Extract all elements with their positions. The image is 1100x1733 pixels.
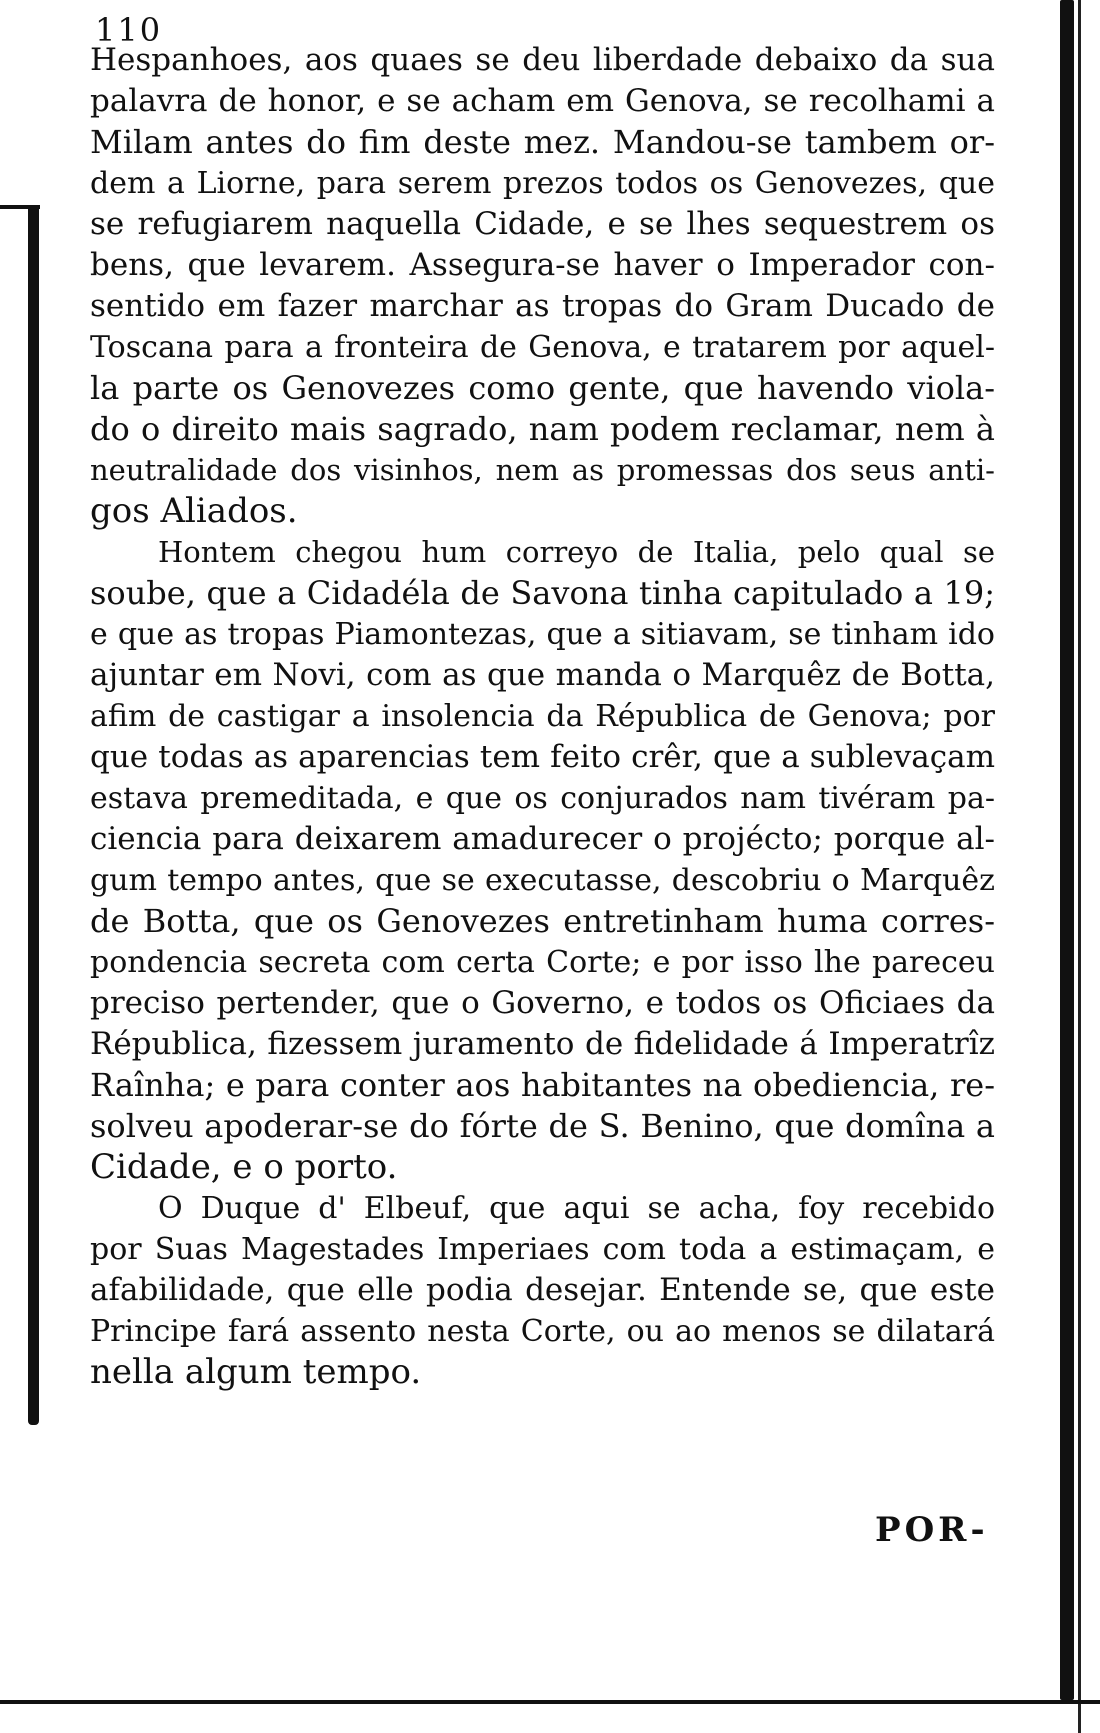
text-line: palavra de honor, e se acham em Genova, se recolhami a — [90, 83, 995, 119]
text-line: soube, que a Cidadéla de Savona tinha capitulado a 19; — [90, 574, 995, 612]
binding-margin-mark — [28, 205, 39, 1425]
text-line: preciso pertender, que o Governo, e todos os Oficiaes da — [90, 985, 995, 1021]
text-line: ciencia para deixarem amadurecer o projécto; porque al- — [90, 821, 995, 857]
text-line: O Duque d' Elbeuf, que aqui se acha, foy recebido — [158, 1191, 995, 1226]
text-line: de Botta, que os Genovezes entretinham huma corres- — [90, 902, 995, 940]
text-line: estava premeditada, e que os conjurados nam tivéram pa- — [90, 781, 995, 816]
text-line: gum tempo antes, que se executasse, descobriu o Marquêz — [90, 863, 995, 898]
text-line: afabilidade, que elle podia desejar. Entende se, que este — [90, 1272, 995, 1308]
text-line: ajuntar em Novi, com as que manda o Marquêz de Botta, — [90, 657, 995, 693]
text-line: se refugiarem naquella Cidade, e se lhes sequestrem os — [90, 206, 995, 242]
text-line: que todas as aparencias tem feito crêr, que a sublevaçam — [90, 739, 995, 775]
text-line: Hespanhoes, aos quaes se deu liberdade debaixo da sua — [90, 42, 995, 78]
text-line: gos Aliados. — [90, 491, 298, 531]
text-line: sentido em fazer marchar as tropas do Gram Ducado de — [90, 288, 995, 324]
text-line: bens, que levarem. Assegura-se haver o Imperador con- — [90, 247, 995, 283]
text-line: Républica, fizessem juramento de fidelidade á Imperatrîz — [90, 1026, 995, 1062]
text-line: por Suas Magestades Imperiaes com toda a estimaçam, e — [90, 1232, 995, 1267]
text-line: neutralidade dos visinhos, nem as promessas dos seus anti- — [90, 453, 995, 487]
text-line: Principe fará assento nesta Corte, ou ao menos se dilatará — [90, 1314, 995, 1349]
text-line: pondencia secreta com certa Corte; e por isso lhe pareceu — [90, 945, 995, 980]
catchword: POR- — [875, 1510, 989, 1550]
text-line: afim de castigar a insolencia da Républica de Genova; por — [90, 699, 995, 734]
text-line: Hontem chegou hum correyo de Italia, pelo qual se — [158, 535, 995, 569]
page-number: 110 — [95, 11, 163, 49]
text-line: Cidade, e o porto. — [90, 1147, 398, 1187]
binding-margin-tick — [0, 205, 40, 209]
text-line: nella algum tempo. — [90, 1352, 422, 1392]
text-line: do o direito mais sagrado, nam podem reclamar, nem à — [90, 410, 995, 448]
text-line: solveu apoderar-se do fórte de S. Benino, que domîna a — [90, 1107, 995, 1145]
page-edge-shadow — [1060, 0, 1074, 1700]
text-line: e que as tropas Piamontezas, que a sitiavam, se tinham ido — [90, 617, 995, 652]
text-line: Raînha; e para conter aos habitantes na obediencia, re- — [90, 1066, 995, 1104]
text-line: dem a Liorne, para serem prezos todos os Genovezes, que — [90, 166, 995, 201]
page-edge-line — [1078, 0, 1081, 1733]
text-line: Toscana para a fronteira de Genova, e tratarem por aquel- — [90, 330, 995, 365]
body-text — [90, 40, 995, 1393]
page-bottom-edge — [0, 1700, 1100, 1704]
text-line: Milam antes do fim deste mez. Mandou-se tambem or- — [90, 123, 995, 161]
text-line: la parte os Genovezes como gente, que havendo viola- — [90, 369, 995, 407]
